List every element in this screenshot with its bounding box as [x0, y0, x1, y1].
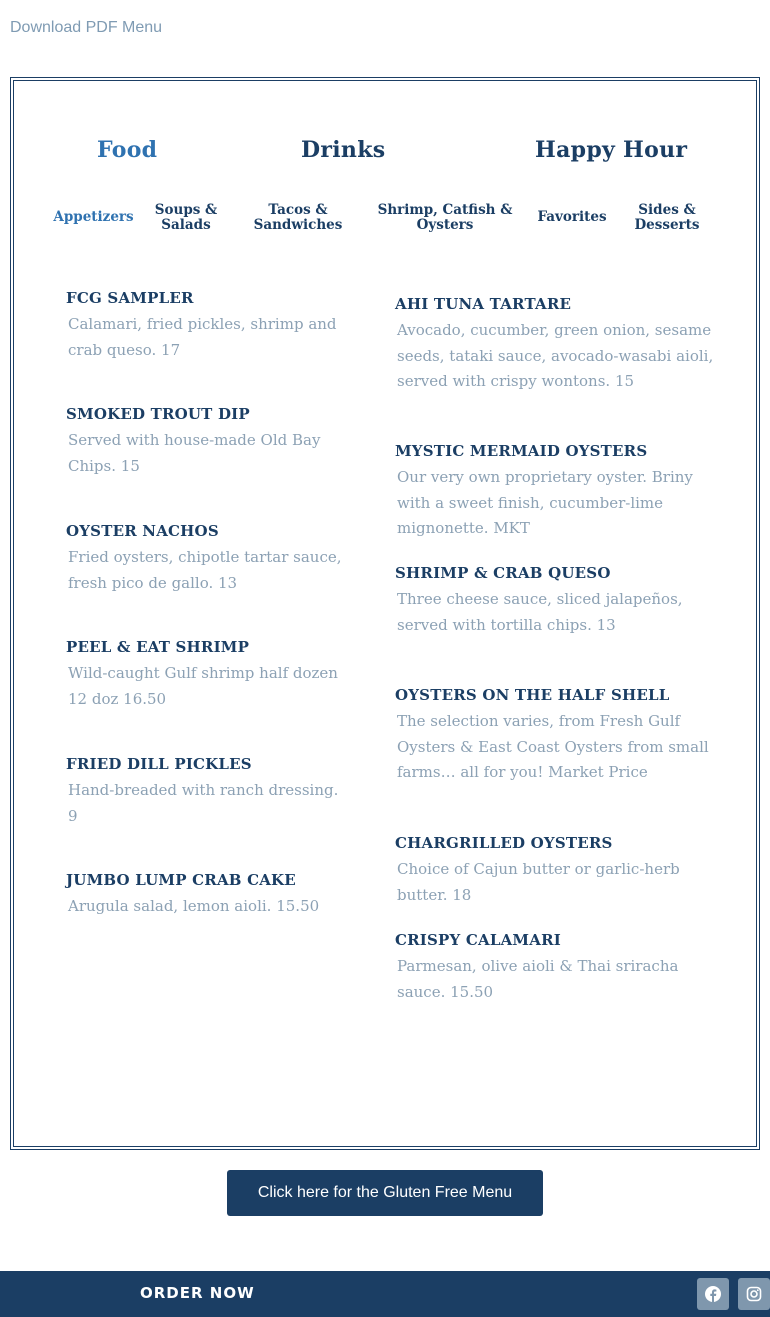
- menu-item-name: JUMBO LUMP CRAB CAKE: [66, 871, 296, 889]
- subtab-appetizers[interactable]: Appetizers: [53, 209, 134, 225]
- facebook-icon: [705, 1286, 721, 1302]
- facebook-button[interactable]: [697, 1278, 729, 1310]
- menu-item-desc: Three cheese sauce, sliced jalapeños, served with tortilla chips. 13: [397, 590, 683, 634]
- tab-drinks[interactable]: Drinks: [301, 137, 386, 163]
- menu-item-desc: Hand-breaded with ranch dressing. 9: [68, 781, 339, 825]
- menu-item: [395, 294, 715, 395]
- menu-item-name: PEEL & EAT SHRIMP: [66, 638, 250, 656]
- instagram-button[interactable]: [738, 1278, 770, 1310]
- menu-item: [395, 833, 715, 908]
- menu-item-desc: Parmesan, olive aioli & Thai sriracha sauce. 15.50: [397, 957, 679, 1001]
- menu-item-name: SHRIMP & CRAB QUESO: [395, 564, 611, 582]
- menu-item-name: FRIED DILL PICKLES: [66, 755, 252, 773]
- menu-item: [66, 637, 351, 712]
- menu-item: [66, 521, 351, 596]
- menu-item-name: MYSTIC MERMAID OYSTERS: [395, 442, 648, 460]
- gluten-free-menu-button[interactable]: Click here for the Gluten Free Menu: [227, 1170, 543, 1216]
- menu-item: [395, 685, 715, 786]
- subtab-tacos-sandwiches[interactable]: Tacos & Sandwiches: [253, 202, 343, 233]
- menu-item-name: OYSTER NACHOS: [66, 522, 219, 540]
- instagram-icon: [746, 1286, 762, 1302]
- tab-food[interactable]: Food: [97, 137, 158, 163]
- menu-item-desc: Fried oysters, chipotle tartar sauce, fresh pico de gallo. 13: [68, 548, 342, 592]
- menu-item-desc: Calamari, fried pickles, shrimp and crab queso. 17: [68, 315, 337, 359]
- menu-item: [395, 441, 715, 542]
- menu-item: [66, 288, 351, 363]
- menu-item-name: OYSTERS ON THE HALF SHELL: [395, 686, 670, 704]
- menu-item-name: FCG SAMPLER: [66, 289, 194, 307]
- menu-item: [66, 870, 351, 920]
- menu-item-name: CHARGRILLED OYSTERS: [395, 834, 613, 852]
- menu-item-name: SMOKED TROUT DIP: [66, 405, 250, 423]
- menu-item: [395, 563, 715, 638]
- subtab-sides-desserts[interactable]: Sides & Desserts: [634, 202, 700, 233]
- menu-item-desc: Choice of Cajun butter or garlic-herb butter. 18: [397, 860, 680, 904]
- menu-item: [395, 930, 715, 1005]
- subtab-shrimp-catfish-oysters[interactable]: Shrimp, Catfish & Oysters: [377, 202, 513, 233]
- menu-item-name: AHI TUNA TARTARE: [395, 295, 572, 313]
- menu-item-name: CRISPY CALAMARI: [395, 931, 561, 949]
- menu-item-desc: Our very own proprietary oyster. Briny with a sweet finish, cucumber-lime mignonette. MKT: [397, 468, 693, 538]
- footer-bar: [0, 1271, 770, 1317]
- menu-item-desc: Wild-caught Gulf shrimp half dozen 12 doz 16.50: [68, 664, 338, 708]
- menu-item: [66, 754, 351, 829]
- tab-happy-hour[interactable]: Happy Hour: [535, 137, 688, 163]
- menu-item-desc: Arugula salad, lemon aioli. 15.50: [68, 897, 320, 915]
- menu-item: [66, 404, 351, 479]
- download-pdf-menu-link[interactable]: Download PDF Menu: [10, 19, 163, 36]
- subtab-favorites[interactable]: Favorites: [537, 209, 607, 225]
- menu-item-desc: The selection varies, from Fresh Gulf Oysters & East Coast Oysters from small farms… all for you! Market Price: [397, 712, 709, 782]
- menu-item-desc: Served with house-made Old Bay Chips. 15: [68, 431, 321, 475]
- subtab-soups-salads[interactable]: Soups & Salads: [154, 202, 218, 233]
- order-now-button[interactable]: ORDER NOW: [140, 1284, 255, 1302]
- menu-item-desc: Avocado, cucumber, green onion, sesame seeds, tataki sauce, avocado-wasabi aioli, served with crispy wontons. 15: [397, 321, 714, 391]
